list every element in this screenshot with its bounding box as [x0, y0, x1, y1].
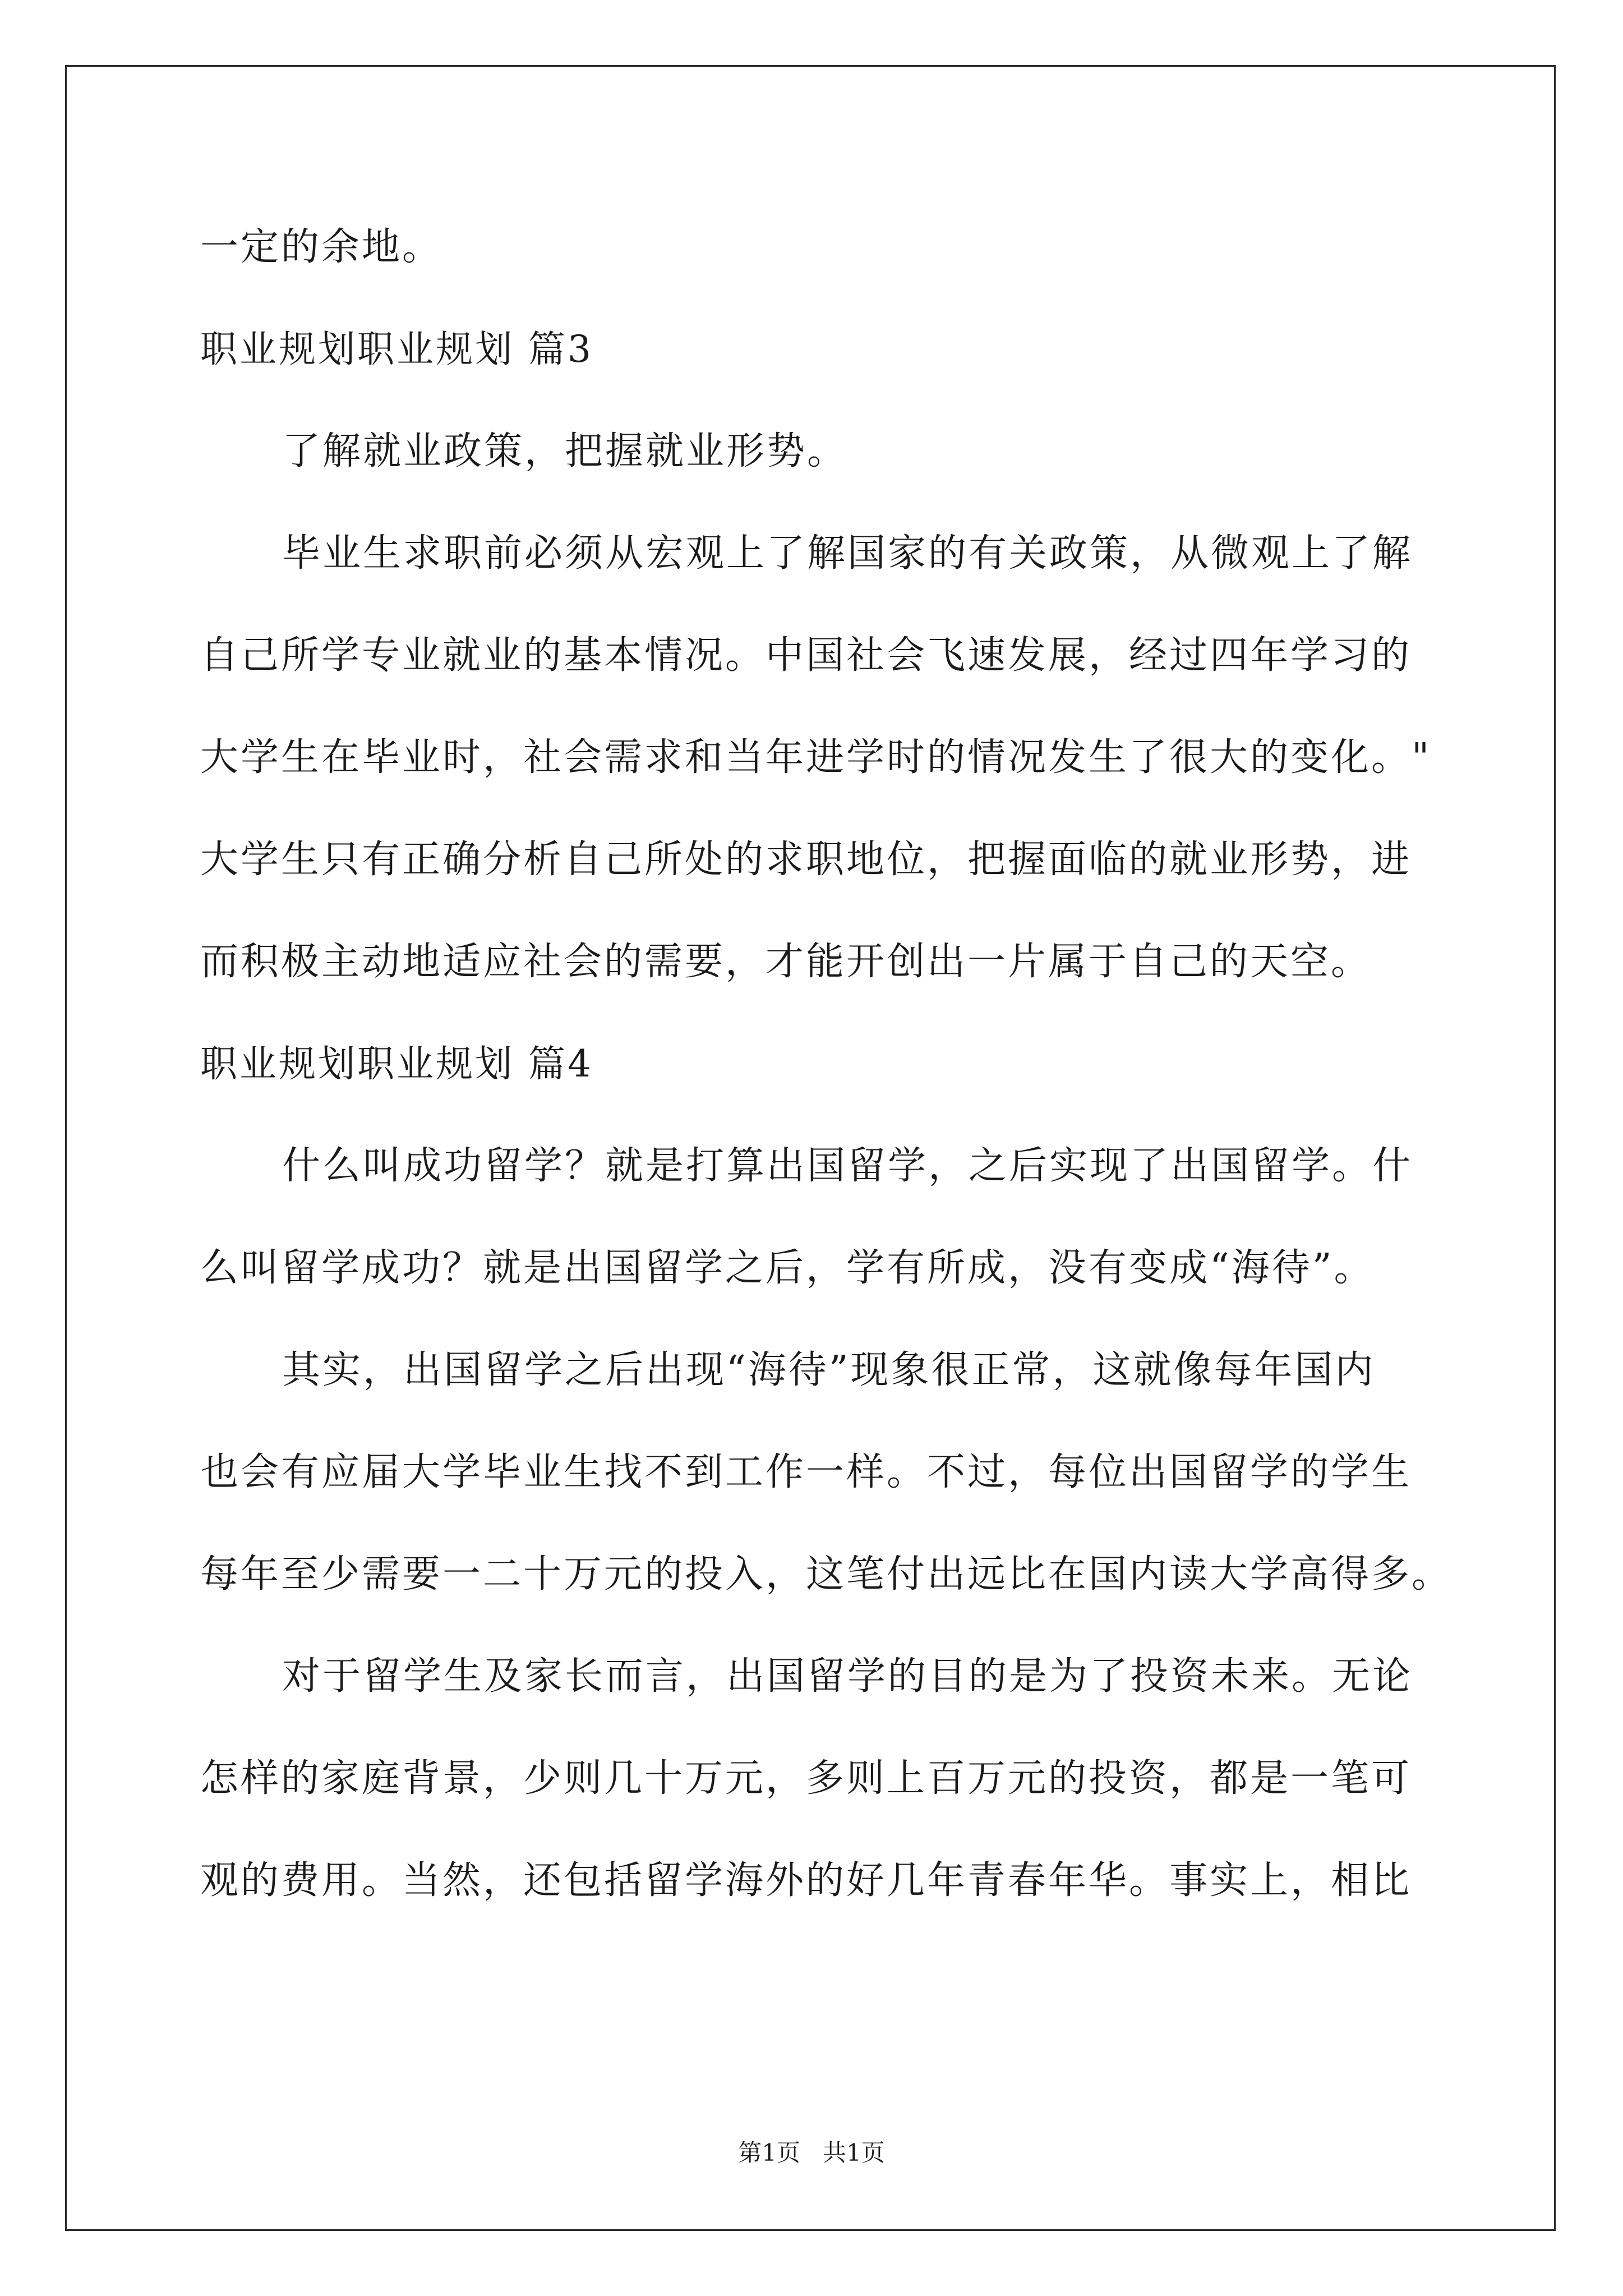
text-line: 毕业生求职前必须从宏观上了解国家的有关政策，从微观上了解 [282, 531, 1413, 576]
text-line: 一定的余地。 [200, 225, 443, 269]
text-line: 也会有应届大学毕业生找不到工作一样。不过，每位出国留学的学生 [200, 1450, 1412, 1494]
document-body [200, 196, 1453, 1932]
text-line: 对于留学生及家长而言，出国留学的目的是为了投资未来。无论 [282, 1654, 1413, 1699]
text-line: 自己所学专业就业的基本情况。中国社会飞速发展，经过四年学习的 [200, 633, 1412, 678]
text-line: 每年至少需要一二十万元的投入，这笔付出远比在国内读大学高得多。 [200, 1552, 1453, 1596]
text-line: 而积极主动地适应社会的需要，才能开创出一片属于自己的天空。 [200, 940, 1372, 984]
text-line: 其实，出国留学之后出现“海待”现象很正常，这就像每年国内 [282, 1348, 1376, 1392]
text-line: 么叫留学成功？就是出国留学之后，学有所成，没有变成“海待”。 [200, 1246, 1375, 1290]
text-line: 观的费用。当然，还包括留学海外的好几年青春年华。事实上，相比 [200, 1858, 1412, 1903]
section-heading: 职业规划职业规划 篇4 [200, 1042, 593, 1085]
text-line: 什么叫成功留学？就是打算出国留学，之后实现了出国留学。什 [282, 1144, 1413, 1188]
text-line: 大学生在毕业时，社会需求和当年进学时的情况发生了很大的变化。" [200, 735, 1432, 780]
section-heading: 职业规划职业规划 篇3 [200, 328, 593, 371]
text-line: 了解就业政策，把握就业形势。 [282, 429, 848, 473]
text-line: 大学生只有正确分析自己所处的求职地位，把握面临的就业形势，进 [200, 838, 1412, 882]
text-line: 怎样的家庭背景，少则几十万元，多则上百万元的投资，都是一笔可 [200, 1756, 1412, 1801]
page-footer: 第1页 共1页 [738, 2139, 885, 2166]
